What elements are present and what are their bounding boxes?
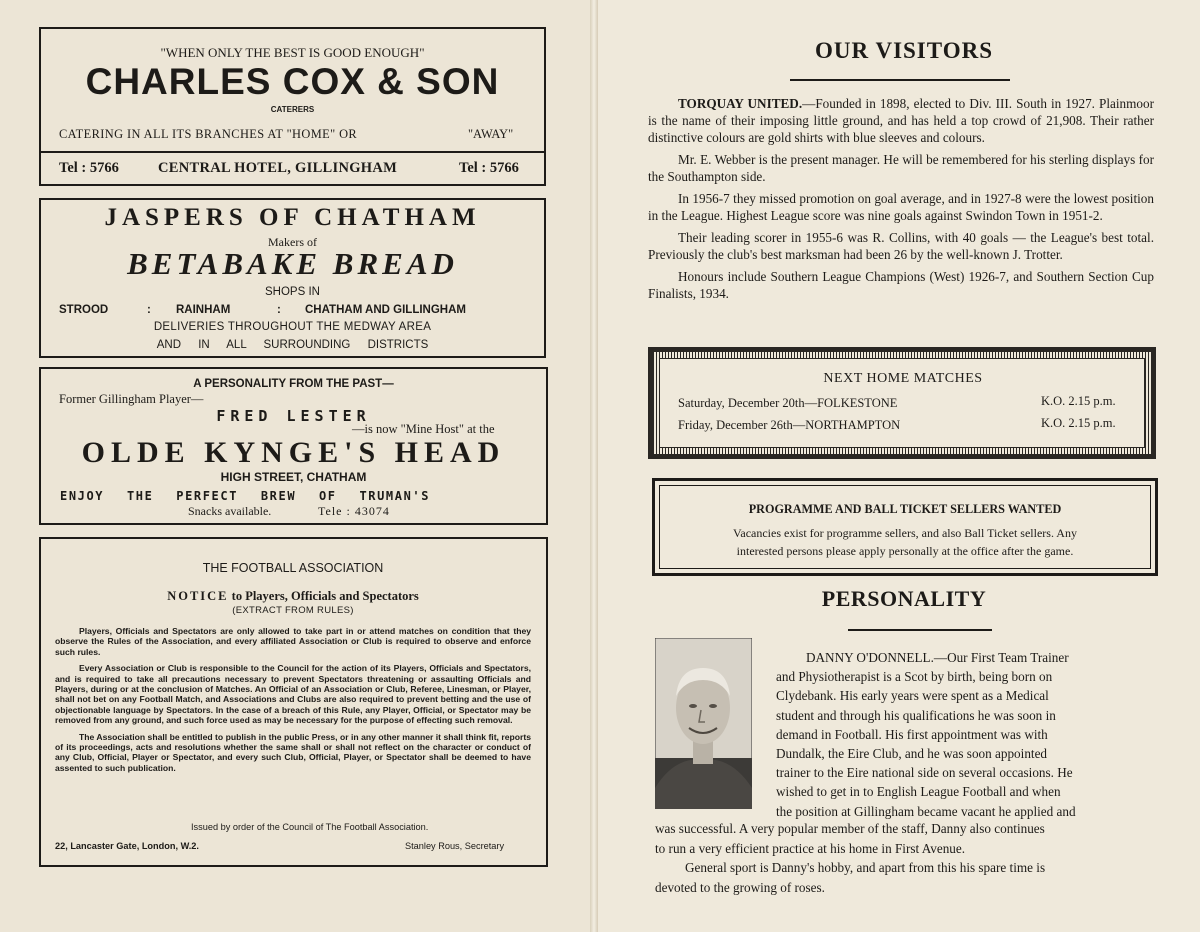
fa-rules	[55, 626, 531, 779]
visitors-title-rule	[790, 79, 1010, 81]
fa-rule-2: Every Association or Club is responsible to the Council for the action of its Players, Officials and Spectators, and is required to take all precautions necessary to prevent Spectators threatening or assaulting Officials and Players, during or at the conclusion of Matches. An Official of an Association or Club, Referee, Linesman, or Player, shall not bet on any Football Match, and Associations and Clubs are also required to prevent betting and the use of objectionable language by Spectators. In the case of a breach of this Rule, any Player, Official, or Spectator may be removed from any ground, and such force used as may be necessary for the purpose of effecting such removal.	[55, 663, 531, 726]
next-matches-box	[648, 347, 1156, 459]
next-matches-title: NEXT HOME MATCHES	[823, 371, 983, 386]
fa-secretary: Stanley Rous, Secretary	[405, 841, 505, 851]
match-1-ko: K.O. 2.15 p.m.	[1041, 394, 1116, 408]
personality-line-4: student and through his qualifications he was soon in	[776, 707, 1056, 723]
kynge-host: —is now "Mine Host" at the	[352, 422, 495, 436]
personality-text	[776, 648, 1158, 821]
jaspers-deliveries-1: DELIVERIES THROUGHOUT THE MEDWAY AREA	[153, 321, 432, 333]
jaspers-product: BETABAKE BREAD	[127, 246, 458, 281]
personality-line-1: DANNY O'DONNELL.—Our First Team Trainer	[806, 650, 1069, 665]
cox-name: CHARLES COX & SON	[85, 61, 500, 102]
jaspers-name: JASPERS OF CHATHAM	[104, 204, 481, 231]
cox-tel-left: Tel : 5766	[59, 160, 119, 176]
personality-line-9: the position at Gillingham became vacant he applied and	[776, 803, 1076, 819]
cox-tel-right: Tel : 5766	[459, 160, 519, 176]
page-gutter	[590, 0, 598, 932]
cox-catering-line: CATERING IN ALL ITS BRANCHES AT "HOME" OR	[59, 127, 358, 141]
kynge-player: FRED LESTER	[216, 407, 371, 425]
personality-line-7: trainer to the Eire national side on several occasions. He	[776, 765, 1073, 781]
kynge-enjoy: ENJOY THE PERFECT BREW OF TRUMAN'S	[60, 489, 431, 503]
kynges-head-ad	[39, 367, 548, 525]
visitors-para-5: Honours include Southern League Champions (West) 1926-7, and Southern Section Cup Finalists, 1934.	[648, 269, 1154, 301]
sellers-box	[652, 478, 1158, 576]
danny-odonnell-photo	[655, 638, 752, 809]
jaspers-town-chatham: CHATHAM AND GILLINGHAM	[305, 304, 466, 316]
sellers-line-2: interested persons please apply personally at the office after the game.	[736, 544, 1074, 558]
fa-issued: Issued by order of the Council of The Football Association.	[191, 822, 429, 832]
fa-notice-word: NOTICE	[167, 589, 229, 603]
cox-divider	[41, 151, 544, 153]
personality-cont-1: was successful. A very popular member of the staff, Danny also continues	[655, 821, 1045, 836]
personality-continued	[655, 819, 1158, 897]
charles-cox-ad	[39, 27, 546, 186]
fa-notice-rest: to Players, Officials and Spectators	[231, 589, 419, 603]
personality-cont-2: to run a very efficient practice at his home in First Avenue.	[655, 840, 966, 856]
personality-line-6: Dundalk, the Eire Club, and he was soon appointed	[776, 746, 1048, 762]
personality-cont-3: General sport is Danny's hobby, and apart from this his spare time is	[685, 860, 1046, 875]
jaspers-town-strood: STROOD	[59, 304, 109, 316]
jaspers-town-rainham: RAINHAM	[176, 304, 231, 316]
personality-cont-4: devoted to the growing of roses.	[655, 879, 825, 895]
kynge-former: Former Gillingham Player—	[59, 392, 204, 406]
jaspers-sep-1: :	[147, 304, 151, 316]
visitors-para-1	[648, 95, 1154, 146]
match-1-date: Saturday, December 20th—FOLKESTONE	[678, 396, 898, 410]
visitors-para-2: Mr. E. Webber is the present manager. He will be remembered for his sterling displays for the Southampton side.	[648, 152, 1154, 184]
cox-catering-away: "AWAY"	[468, 127, 514, 141]
kynge-street: HIGH STREET, CHATHAM	[220, 470, 367, 484]
fa-notice	[39, 537, 548, 867]
jaspers-makers: Makers of	[268, 235, 317, 249]
match-2-ko: K.O. 2.15 p.m.	[1041, 416, 1116, 430]
personality-line-3: Clydebank. His early years were spent as a Medical	[776, 688, 1049, 704]
fa-extract: (EXTRACT FROM RULES)	[232, 605, 354, 616]
personality-title: PERSONALITY	[821, 586, 987, 611]
cox-slogan: "WHEN ONLY THE BEST IS GOOD ENOUGH"	[160, 45, 425, 60]
sellers-title: PROGRAMME AND BALL TICKET SELLERS WANTED	[748, 502, 1062, 516]
jaspers-ad	[39, 198, 546, 358]
personality-title-rule	[848, 629, 992, 631]
match-2-date: Friday, December 26th—NORTHAMPTON	[678, 418, 901, 432]
next-matches-inner	[659, 358, 1145, 448]
fa-title: THE FOOTBALL ASSOCIATION	[202, 561, 384, 575]
visitors-para-1-text: —Founded in 1898, elected to Div. III. South in 1927. Plainmoor is the name of their imposing little ground, and has held a top crowd of 21,908. Their rather distinctive colours are gold shirts with blue sleeves and colours.	[648, 96, 1154, 145]
personality-line-5: demand in Football. His first appointment was with	[776, 726, 1048, 742]
personality-line-2: and Physiotherapist is a Scot by birth, being born on	[776, 669, 1053, 685]
kynge-name: OLDE KYNGE'S HEAD	[81, 436, 506, 469]
fa-notice-line	[41, 589, 545, 604]
personality-line-8: wished to get in to English League Football and when	[776, 784, 1061, 800]
cox-caterers: CATERERS	[270, 105, 315, 114]
kynge-heading: A PERSONALITY FROM THE PAST—	[193, 378, 394, 390]
sellers-inner	[659, 485, 1151, 569]
fa-address: 22, Lancaster Gate, London, W.2.	[55, 841, 199, 851]
cox-address: CENTRAL HOTEL, GILLINGHAM	[158, 160, 398, 176]
kynge-tele: Tele : 43074	[318, 504, 390, 518]
visitors-title: OUR VISITORS	[815, 38, 993, 63]
visitors-team: TORQUAY UNITED.	[678, 96, 803, 111]
visitors-para-4: Their leading scorer in 1955-6 was R. Collins, with 40 goals — the League's best total. Previously the club's best marksman had been 26 by the well-known J. Trotter.	[648, 230, 1154, 262]
jaspers-shops: SHOPS IN	[265, 286, 320, 298]
jaspers-sep-2: :	[277, 304, 281, 316]
fa-rule-3: The Association shall be entitled to publish in the public Press, or in any other manner it shall think fit, reports of its proceedings, acts and resolutions whether the same shall or shall not reflect on the character or conduct of any Club, Official, Player or Spectator, and every such Club, Official, Player, or Spectator shall be deemed to have assented to such publication.	[55, 731, 531, 773]
visitors-para-3: In 1956-7 they missed promotion on goal average, and in 1927-8 were the lowest position in the League. Highest League score was nine goals against Swindon Town in 1951-2.	[648, 191, 1154, 223]
sellers-line-1: Vacancies exist for programme sellers, and also Ball Ticket sellers. Any	[733, 526, 1077, 540]
jaspers-deliveries-2: AND IN ALL SURROUNDING DISTRICTS	[156, 339, 429, 351]
visitors-text	[648, 95, 1154, 302]
kynge-snacks: Snacks available.	[188, 504, 272, 518]
fa-rule-1: Players, Officials and Spectators are only allowed to take part in or attend matches on condition that they observe the Rules of the Association, and every affiliated Association or Club is required to observe and enforce such rules.	[55, 626, 531, 657]
